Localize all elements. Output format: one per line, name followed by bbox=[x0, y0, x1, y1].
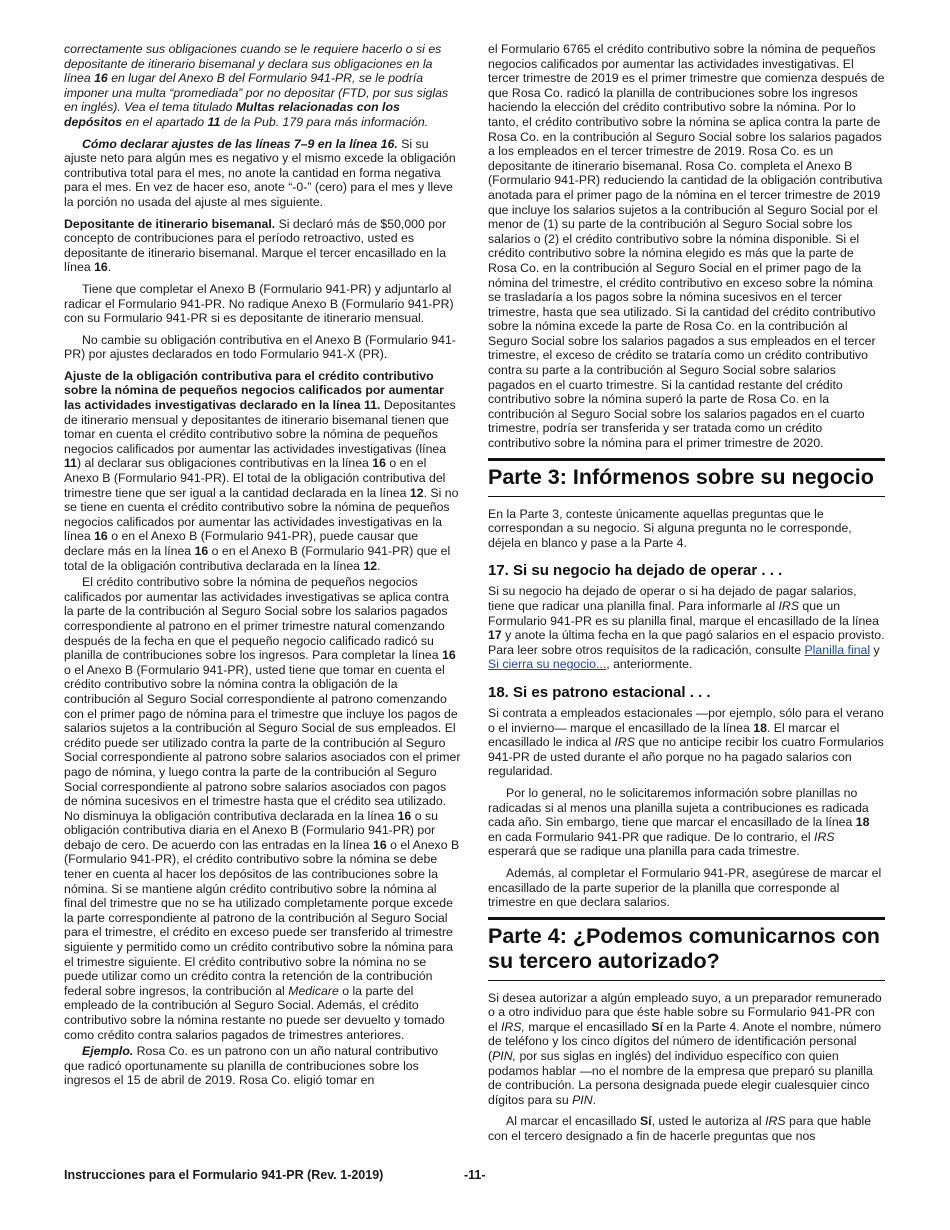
term: IRS bbox=[614, 735, 635, 750]
paragraph-no-change: No cambie su obligación contributiva en el Anexo B (Formulario 941-PR) por ajustes declarados en todo Formulario 941-X (PR). bbox=[64, 332, 456, 362]
line-ref: 16 bbox=[94, 71, 108, 86]
line-ref: 16 bbox=[397, 808, 412, 823]
text: Si su negocio ha dejado de operar o si ha dejado de pagar salarios, tiene que radicar una planilla final. Para informarle al bbox=[488, 584, 857, 613]
right-column bbox=[488, 42, 885, 1151]
line-ref: 16 bbox=[372, 456, 386, 471]
line-ref: 17 bbox=[488, 628, 502, 643]
text: . bbox=[377, 558, 381, 573]
text: en lugar del Anexo B del Formulario 941-PR, se le podría imponer una multa “promediada” por no depositar (FTD, por sus siglas en inglés). Vea el tema titulado bbox=[64, 71, 449, 115]
text: o en el Anexo B (Formulario 941-PR) que el total de la obligación contributiva declarada en la línea bbox=[64, 544, 451, 573]
text: Si desea autorizar a algún empleado suyo, a un preparador remunerado o a otro individuo para que éste hable sobre su Formulario 941-PR con el bbox=[488, 990, 882, 1034]
term: IRS, bbox=[501, 1019, 525, 1034]
section-rule bbox=[488, 458, 885, 461]
text: para que hable con el tercero designado a fin de hacerle preguntas que nos bbox=[488, 1114, 872, 1144]
section-rule bbox=[488, 917, 885, 920]
text: . bbox=[592, 1092, 597, 1107]
term: IRS bbox=[814, 829, 835, 844]
text: y bbox=[870, 642, 880, 657]
checkbox-ref: Sí bbox=[651, 1019, 664, 1034]
line17-heading: 17. Si su negocio ha dejado de operar . . . bbox=[488, 562, 783, 580]
line-ref: 12 bbox=[363, 558, 378, 573]
left-column bbox=[64, 42, 461, 1095]
text: o la parte del empleado de la contribución al Seguro Social. Además, el crédito contributivo sobre la nómina restante no puede ser devuelto y tomado como crédito contra salarios pagados de trimestres anteriores. bbox=[64, 983, 445, 1042]
line-ref: 12 bbox=[409, 485, 424, 500]
term: IRS bbox=[765, 1114, 786, 1129]
line-ref: 16 bbox=[94, 529, 108, 544]
line18-text bbox=[488, 706, 885, 779]
page-number: -11- bbox=[464, 1168, 486, 1182]
line18-text-2 bbox=[488, 786, 885, 859]
line-ref: 16 bbox=[373, 837, 387, 852]
text: que un Formulario 941-PR es su planilla final, marque el encasillado de la línea bbox=[488, 599, 879, 628]
text: El crédito contributivo sobre la nómina de pequeños negocios calificados por aumentar las actividades investigativas se aplica contra la parte de la contribución al Seguro Social sobre los salarios pagados correspondiente al patrono en el primer trimestre natural comenzando después de la fecha en que el pequeño negocio calificado radicó su planilla de contribuciones sobre los ingresos. Para completar la línea bbox=[64, 575, 449, 663]
term: IRS bbox=[778, 599, 800, 613]
paragraph-example-continued: el Formulario 6765 el crédito contributivo sobre la nómina de pequeños negocios calificados por aumentar las actividades investigativas. El tercer trimestre de 2019 es el primer trimestre que comienza después de que Rosa Co. radicó la planilla de contribuciones sobre los ingresos haciendo la elección del crédito contributivo sobre la nómina. Por lo tanto, el crédito contributivo sobre la nómina se aplica contra la parte de Rosa Co. en la contribución al Seguro Social sobre los salarios pagados a los empleados en el tercer trimestre de 2019. Rosa Co. es un depositante de itinerario bisemanal. Rosa Co. completa el Anexo B (Formulario 941-PR) reduciendo la cantidad de la obligación contributiva anotada para el primer pago de la nómina en el tercer trimestre de 2019 que incluye los salarios sujetos a la contribución al Seguro Social por el menor de (1) su parte de la contribución al Seguro Social sobre los salarios o (2) el crédito contributivo sobre la nómina disponible. Si el crédito contributivo sobre la nómina elegido es más que la parte de Rosa Co. en la contribución al Seguro Social en el primer pago de la nómina del trimestre, el crédito contributivo en exceso sobre la nómina se trasladaría a los pagos sobre la nómina sucesivos en el tercer trimestre, hasta que sea utilizado. Si la cantidad del crédito contributivo sobre la nómina excede la parte de Rosa Co. en la contribución al Seguro Social sobre los salarios pagados a sus empleados en el tercer trimestre, el exceso de crédito se trataría como un crédito contributivo contra su parte a la contribución al Seguro Social sobre salarios pagados en el cuarto trimestre. Si la cantidad restante del crédito contributivo sobre la nómina superó la parte de Rosa Co. en la contribución al Seguro Social sobre los salarios pagados en el cuarto trimestre, podría ser transferida y ser tratada como un crédito contributivo sobre la nómina para el primer trimestre de 2020. bbox=[488, 42, 885, 451]
paragraph-heading: Ajuste de la obligación contributiva para el crédito contributivo sobre la nómina de pequeños negocios calificados por aumentar las actividades investigativas declarado en la línea 11. bbox=[64, 368, 444, 413]
text: . El marcar el encasillado le indica al bbox=[488, 720, 840, 750]
part4-heading: Parte 4: ¿Podemos comunicarnos con su tercero autorizado? bbox=[488, 924, 885, 981]
paragraph-credit-application bbox=[64, 575, 461, 1042]
text: , anteriormente. bbox=[606, 657, 693, 672]
text: o el Anexo B (Formulario 941-PR), el crédito contributivo sobre la nómina se debe tener en cuenta al hacer los depósitos de las contribuciones sobre la nómina. Si se mantiene algún crédito contributivo sobre la nómina al final del trimestre que no se ha utilizado completamente porque excede la parte correspondiente al patrono de la contribución al Seguro Social para el trimestre, el crédito en exceso puede ser transferido al trimestre siguiente y permitido como un crédito contributivo sobre la nómina para el trimestre siguiente. El crédito contributivo sobre la nómina no se puede utilizar como un crédito contra la retención de la contribución federal sobre ingresos, la contribución al bbox=[64, 837, 460, 998]
text: Depositantes de itinerario mensual y depositantes de itinerario bisemanal tienen que tomar en cuenta el crédito contributivo sobre la nómina de pequeños negocios calificados por aumentar las actividades investigativas (línea bbox=[64, 398, 456, 456]
text: marque el encasillado bbox=[524, 1019, 652, 1034]
text: correctamente sus obligaciones cuando se le requiere hacerlo o si es depositante de itinerario bisemanal y declara sus obligaciones en la línea bbox=[64, 42, 442, 86]
text: ) al declarar sus obligaciones contributivas en la línea bbox=[77, 456, 373, 471]
text: y anote la última fecha en la que pagó salarios en el espacio provisto. Para leer sobre otros requisitos de la radicación, consulte bbox=[488, 628, 885, 657]
text: , usted le autoriza al bbox=[651, 1114, 766, 1129]
text: en cada Formulario 941-PR que radique. De lo contrario, el bbox=[488, 829, 815, 844]
part3-intro: En la Parte 3, conteste únicamente aquellas preguntas que le correspondan a su negocio. Si alguna pregunta no le corresponde, déjela en blanco y pase a la Parte 4. bbox=[488, 506, 852, 550]
part4-text-2 bbox=[488, 1114, 885, 1143]
text: esperará que se radique una planilla para cada trimestre. bbox=[488, 844, 800, 859]
text: Por lo general, no le solicitaremos información sobre planillas no radicadas si al menos una planilla sujeta a contribuciones es radicada cada año. Sin embargo, tiene que marcar el encasillado de la línea bbox=[488, 785, 869, 830]
section-ref: 11 bbox=[207, 114, 221, 129]
text: o en el Anexo B (Formulario 941-PR). El total de la obligación contributiva del trimestre tiene que ser igual a la cantidad declarada en la línea bbox=[64, 456, 446, 500]
text: Si declaró más de $50,000 por concepto de contribuciones para el período retroactivo, usted es depositante de itinerario bisemanal. Marque el tercer encasillado en la línea bbox=[64, 216, 447, 275]
text: . Si no se tiene en cuenta el crédito contributivo sobre la nómina de pequeños negocios calificados por aumentar las actividades investigativas en la línea bbox=[64, 485, 459, 544]
text: en el apartado bbox=[122, 114, 208, 129]
term: PIN bbox=[572, 1092, 593, 1107]
paragraph-heading: Cómo declarar ajustes de las líneas 7–9 en la línea 16. bbox=[82, 136, 398, 151]
line18-text-3: Además, al completar el Formulario 941-PR, asegúrese de marcar el encasillado de la parte superior de la planilla que corresponde al trimestre en que declara salarios. bbox=[488, 865, 882, 910]
paragraph-credit-adjustment bbox=[64, 369, 461, 573]
text: en la Parte 4. Anote el nombre, número de teléfono y los cinco dígitos del número de identificación personal ( bbox=[488, 1019, 882, 1064]
topic-ref: Multas relacionadas con los depósitos bbox=[64, 100, 400, 129]
text: Si contrata a empleados estacionales —por ejemplo, sólo para el verano o el invierno— marque el encasillado de la línea bbox=[488, 705, 884, 735]
text: por sus siglas en inglés) del individuo específico con quien podamos hablar —no el nombre de la empresa que preparó su planilla de contribución. La persona designada puede elegir cualesquier cinco dígitos para su bbox=[488, 1049, 873, 1107]
text: de la Pub. 179 para más información. bbox=[220, 114, 429, 129]
paragraph-example bbox=[64, 1044, 461, 1088]
paragraph-heading: Ejemplo. bbox=[82, 1044, 134, 1059]
paragraph-penalty bbox=[64, 42, 461, 130]
checkbox-ref: Sí bbox=[639, 1114, 652, 1129]
line-ref: 18 bbox=[855, 815, 870, 830]
line17-text bbox=[488, 584, 885, 672]
page-footer bbox=[64, 1168, 885, 1186]
text: . bbox=[107, 260, 112, 275]
line-ref: 16 bbox=[94, 260, 108, 275]
part3-heading: Parte 3: Infórmenos sobre su negocio bbox=[488, 465, 885, 497]
text: que no anticipe recibir los cuatro Formularios 941-PR de usted durante el año porque no ha pagado salarios con regularidad. bbox=[488, 735, 884, 779]
line-ref: 16 bbox=[194, 544, 209, 558]
text: Rosa Co. es un patrono con un año natural contributivo que radicó oportunamente su planilla de contribuciones sobre los ingresos el 15 de abril de 2019. Rosa Co. eligió tomar en bbox=[64, 1044, 439, 1088]
term: PIN, bbox=[492, 1049, 517, 1064]
text: Si su ajuste neto para algún mes es negativo y el mismo excede la obligación contributiva total para el mes, no anote la cantidad en forma negativa para el mes. En vez de hacer eso, anote “-0-” (cero) para el mes y lleve la porción no usada del ajuste al mes siguiente. bbox=[64, 136, 456, 209]
line18-heading: 18. Si es patrono estacional . . . bbox=[488, 683, 711, 701]
text: o en el Anexo B (Formulario 941-PR), puede causar que declare más en la línea bbox=[64, 529, 419, 558]
paragraph-schedule-b: Tiene que completar el Anexo B (Formulario 941-PR) y adjuntarlo al radicar el Formulario 941-PR. No radique Anexo B (Formulario 941-PR) con su Formulario 941-PR si es depositante de itinerario mensual. bbox=[64, 281, 454, 326]
text: Al marcar el encasillado bbox=[506, 1114, 640, 1129]
term: Medicare bbox=[288, 983, 339, 998]
final-return-link[interactable]: Planilla final bbox=[804, 642, 871, 657]
part4-text bbox=[488, 991, 885, 1108]
line-ref: 18 bbox=[753, 720, 767, 735]
paragraph-adjustments bbox=[64, 137, 461, 210]
paragraph-semiweekly bbox=[64, 217, 461, 275]
close-business-link[interactable]: Si cierra su negocio... bbox=[488, 657, 607, 672]
text: o el Anexo B (Formulario 941-PR), usted tiene que tomar en cuenta el crédito contributivo sobre la nómina contra la obligación de la contribución al Seguro Social correspondiente al patrono comenzando con el primer pago de nómina para el trimestre que incluye los pagos de salarios sujetos a la contribución al Seguro Social de sus empleados. El crédito puede ser utilizado contra la parte de la contribución al Seguro Social correspondiente al patrono sobre salarios asociados con el primer pago de nómina, y luego contra la parte de la contribución al Seguro Social correspondiente al patrono sobre salarios asociados con pagos de nómina sucesivos en el trimestre hasta que el crédito sea utilizado. No disminuya la obligación contributiva declarada en la línea bbox=[64, 662, 461, 823]
footer-title: Instrucciones para el Formulario 941-PR (Rev. 1-2019) bbox=[64, 1168, 384, 1182]
line-ref: 11 bbox=[64, 456, 77, 471]
text: o su obligación contributiva diaria en el Anexo B (Formulario 941-PR) por debajo de cero. De acuerdo con las entradas en la línea bbox=[64, 808, 438, 852]
line-ref: 16 bbox=[442, 648, 456, 663]
paragraph-heading: Depositante de itinerario bisemanal. bbox=[64, 216, 276, 231]
